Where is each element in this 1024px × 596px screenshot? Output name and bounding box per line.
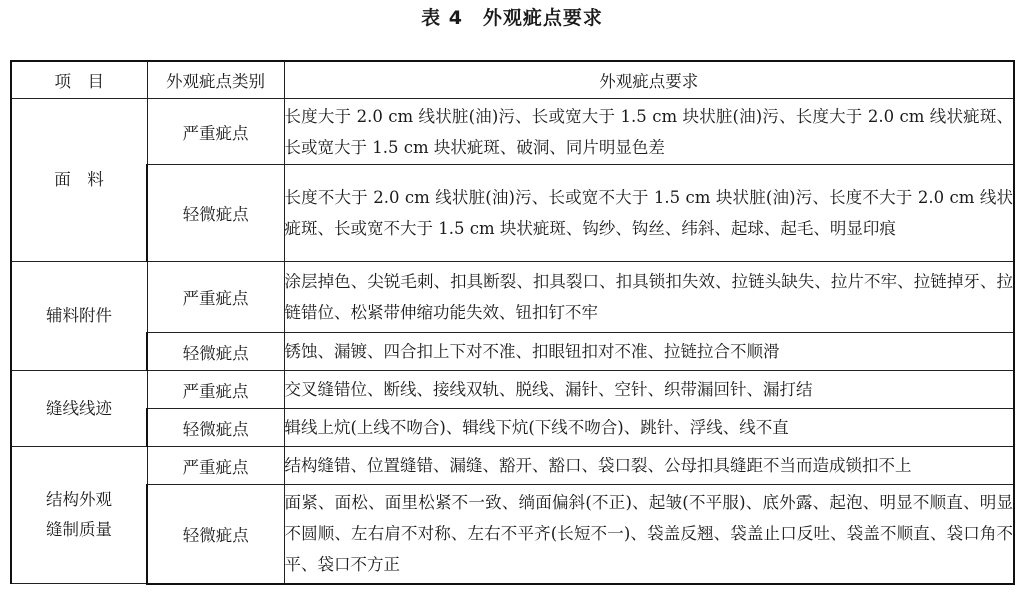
category-cell: 严重疵点 (147, 371, 284, 409)
category-cell: 轻微疵点 (147, 333, 284, 371)
category-cell: 严重疵点 (147, 447, 284, 485)
table-row (11, 99, 1014, 165)
item-accessories: 辅料附件 (11, 262, 147, 371)
requirement-cell: 涂层掉色、尖锐毛刺、扣具断裂、扣具裂口、扣具锁扣失效、拉链头缺失、拉片不牢、拉链掉牙、拉链错位、松紧带伸缩功能失效、钮扣钉不牢 (284, 262, 1014, 333)
table-row (11, 447, 1014, 485)
category-cell: 轻微疵点 (147, 409, 284, 447)
requirement-cell: 锈蚀、漏镀、四合扣上下对不准、扣眼钮扣对不准、拉链拉合不顺滑 (284, 333, 1014, 371)
table-row (11, 409, 1014, 447)
item-fabric: 面 料 (11, 99, 147, 262)
item-line: 结构外观 (46, 490, 112, 509)
requirement-cell: 辑线上炕(上线不吻合)、辑线下炕(下线不吻合)、跳针、浮线、线不直 (284, 409, 1014, 447)
requirement-cell: 长度大于 2.0 cm 线状脏(油)污、长或宽大于 1.5 cm 块状脏(油)污、长度大于 2.0 cm 线状疵斑、长或宽大于 1.5 cm 块状疵斑、破洞、同片明显色差 (284, 99, 1014, 165)
header-defect-requirement: 外观疵点要求 (284, 61, 1014, 99)
item-stitching: 缝线线迹 (11, 371, 147, 447)
requirement-cell: 长度不大于 2.0 cm 线状脏(油)污、长或宽不大于 1.5 cm 块状脏(油)污、长度不大于 2.0 cm 线状疵斑、长或宽不大于 1.5 cm 块状疵斑、钩纱、钩丝、纬斜、起球、起毛、明显印痕 (284, 165, 1014, 262)
table-row (11, 485, 1014, 584)
category-cell: 严重疵点 (147, 99, 284, 165)
header-defect-category: 外观疵点类别 (147, 61, 284, 99)
category-cell: 轻微疵点 (147, 165, 284, 262)
table-title: 表 4 外观疵点要求 (421, 7, 603, 29)
table-row (11, 333, 1014, 371)
requirement-cell: 交叉缝错位、断线、接线双轨、脱线、漏针、空针、织带漏回针、漏打结 (284, 371, 1014, 409)
defect-requirements-table (10, 60, 1015, 585)
requirement-cell: 面紧、面松、面里松紧不一致、绱面偏斜(不正)、起皱(不平服)、底外露、起泡、明显不顺直、明显不圆顺、左右肩不对称、左右不平齐(长短不一)、袋盖反翘、袋盖止口反吐、袋盖不顺直、袋口角不平、袋口不方正 (284, 485, 1014, 584)
table-row (11, 165, 1014, 262)
requirement-cell: 结构缝错、位置缝错、漏缝、豁开、豁口、袋口裂、公母扣具缝距不当而造成锁扣不上 (284, 447, 1014, 485)
table-row (11, 371, 1014, 409)
item-line: 缝制质量 (46, 520, 112, 539)
table-row (11, 262, 1014, 333)
category-cell: 严重疵点 (147, 262, 284, 333)
item-structure-sewing-quality (11, 447, 147, 584)
header-item: 项 目 (11, 61, 147, 99)
table-header-row (11, 61, 1014, 99)
category-cell: 轻微疵点 (147, 485, 284, 584)
